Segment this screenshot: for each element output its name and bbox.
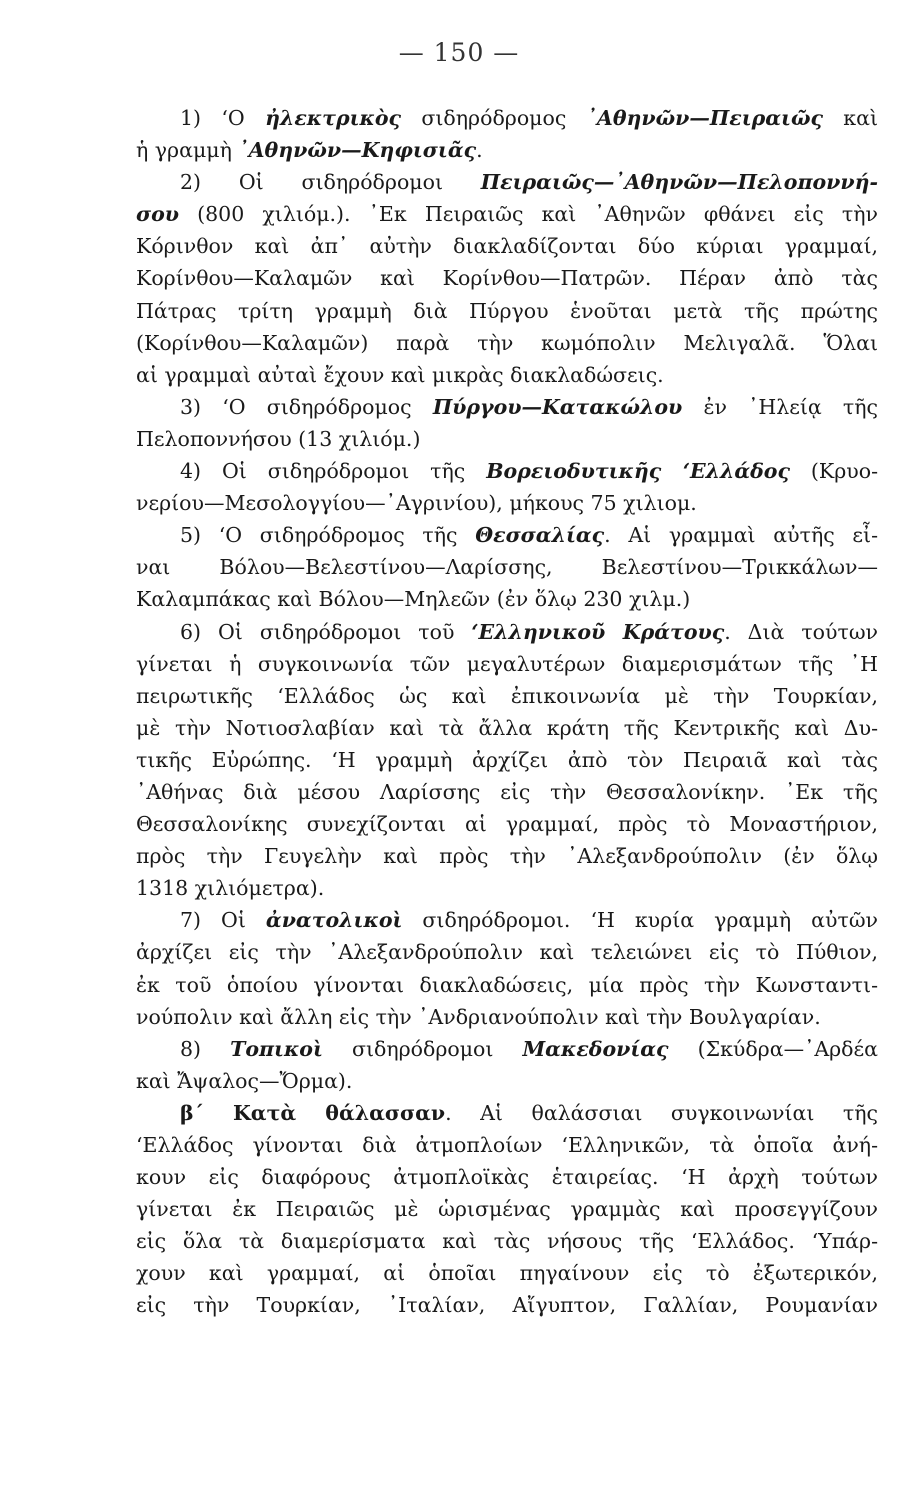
text-line: μὲ τὴν Νοτιοσλαβίαν καὶ τὰ ἄλλα κράτη τῆς Κεντρικῆς καὶ Δυ- xyxy=(136,715,878,740)
text-line: ναι Βόλου—Βελεστίνου—Λαρίσσης, Βελεστίνου—Τρικκάλων— xyxy=(136,555,878,580)
text-line: χουν καὶ γραμμαί, αἱ ὁποῖαι πηγαίνουν εἰς τὸ ἐξωτερικόν, xyxy=(136,1261,878,1286)
text-line: Κορίνθου—Καλαμῶν καὶ Κορίνθου—Πατρῶν. Πέραν ἀπὸ τὰς xyxy=(136,266,878,291)
text-line: ‘Ελλάδος γίνονται διὰ ἀτμοπλοίων ‘Ελληνικῶν, τὰ ὁποῖα ἀνή- xyxy=(136,1133,878,1157)
text-line: β΄ Κατὰ θάλασσαν. Αἱ θαλάσσιαι συγκοινωνίαι τῆς xyxy=(180,1100,878,1125)
text-line: γίνεται ἡ συγκοινωνία τῶν μεγαλυτέρων διαμερισμάτων τῆς ᾿Η xyxy=(136,651,878,676)
text-line: 3) ‘Ο σιδηρόδρομος Πύργου—Κατακώλου ἐν ᾿Ηλείᾳ τῆς xyxy=(180,394,878,419)
text-line: Πελοποννήσου (13 χιλιόμ.) xyxy=(136,426,421,451)
text-line: εἰς τὴν Τουρκίαν, ᾿Ιταλίαν, Αἴγυπτον, Γαλλίαν, Ρουμανίαν xyxy=(136,1293,878,1318)
text-line: ἐκ τοῦ ὁποίου γίνονται διακλαδώσεις, μία πρὸς τὴν Κωνσταντι- xyxy=(136,972,878,997)
text-line: 1318 χιλιόμετρα). xyxy=(136,876,325,901)
text-line: Θεσσαλονίκης συνεχίζονται αἱ γραμμαί, πρὸς τὸ Μοναστήριον, xyxy=(136,812,878,837)
text-line: 1) ‘Ο ἠλεκτρικὸς σιδηρόδρομος ᾿Αθηνῶν—Πειραιῶς καὶ xyxy=(180,106,878,130)
body-text xyxy=(136,102,878,1322)
text-line: Πάτρας τρίτη γραμμὴ διὰ Πύργου ἑνοῦται μετὰ τῆς πρώτης xyxy=(136,298,878,323)
text-line: σου (800 χιλιόμ.). ᾿Εκ Πειραιῶς καὶ ᾿Αθηνῶν φθάνει εἰς τὴν xyxy=(136,202,878,227)
text-line: 7) Οἱ ἀνατολικοὶ σιδηρόδρομοι. ‘Η κυρία γραμμὴ αὐτῶν xyxy=(180,908,878,933)
text-line: 5) ‘Ο σιδηρόδρομος τῆς Θεσσαλίας. Αἱ γραμμαὶ αὐτῆς εἶ- xyxy=(180,523,879,548)
text-line: νούπολιν καὶ ἄλλη εἰς τὴν ᾿Ανδριανούπολιν καὶ τὴν Βουλγαρίαν. xyxy=(136,1004,821,1029)
text-line: πρὸς τὴν Γευγελὴν καὶ πρὸς τὴν ᾿Αλεξανδρούπολιν (ἐν ὅλῳ xyxy=(136,844,878,869)
text-line: Κόρινθον καὶ ἀπ᾿ αὐτὴν διακλαδίζονται δύο κύριαι γραμμαί, xyxy=(136,234,878,259)
page-number: — 150 — xyxy=(398,38,520,67)
text-line: αἱ γραμμαὶ αὐταὶ ἔχουν καὶ μικρὰς διακλαδώσεις. xyxy=(136,362,664,387)
text-line: 2) Οἱ σιδηρόδρομοι Πειραιῶς—᾿Αθηνῶν—Πελοποννή- xyxy=(180,170,878,195)
text-line: 6) Οἱ σιδηρόδρομοι τοῦ ‘Ελληνικοῦ Κράτους. Διὰ τούτων xyxy=(180,619,879,644)
text-line: Καλαμπάκας καὶ Βόλου—Μηλεῶν (ἐν ὅλῳ 230 χιλμ.) xyxy=(136,587,691,612)
text-line: τικῆς Εὐρώπης. ‘Η γραμμὴ ἀρχίζει ἀπὸ τὸν Πειραιᾶ καὶ τὰς xyxy=(136,747,878,772)
text-line: ἀρχίζει εἰς τὴν ᾿Αλεξανδρούπολιν καὶ τελειώνει εἰς τὸ Πύθιον, xyxy=(136,940,878,965)
text-line: γίνεται ἐκ Πειραιῶς μὲ ὡρισμένας γραμμὰς καὶ προσεγγίζουν xyxy=(136,1197,878,1222)
text-line: νερίου—Μεσολογγίου—᾿Αγρινίου), μήκους 75 χιλιομ. xyxy=(136,491,697,516)
text-line: ᾿Αθήνας διὰ μέσου Λαρίσσης εἰς τὴν Θεσσαλονίκην. ᾿Εκ τῆς xyxy=(136,779,878,804)
text-line: ἡ γραμμὴ ᾿Αθηνῶν—Κηφισιᾶς. xyxy=(136,138,483,163)
text-line: καὶ Ἄψαλος—Ὄρμα). xyxy=(136,1068,353,1093)
text-line: κουν εἰς διαφόρους ἀτμοπλοϊκὰς ἑταιρείας. ‘Η ἀρχὴ τούτων xyxy=(136,1165,878,1190)
text-line: 8) Τοπικοὶ σιδηρόδρομοι Μακεδονίας (Σκύδρα—᾿Αρδέα xyxy=(180,1036,878,1061)
text-line: πειρωτικῆς ‘Ελλάδος ὡς καὶ ἐπικοινωνία μὲ τὴν Τουρκίαν, xyxy=(136,683,878,708)
text-line: (Κορίνθου—Καλαμῶν) παρὰ τὴν κωμόπολιν Μελιγαλᾶ. Ὅλαι xyxy=(136,330,878,355)
text-line: εἰς ὅλα τὰ διαμερίσματα καὶ τὰς νήσους τῆς ‘Ελλάδος. ‘Υπάρ- xyxy=(136,1229,878,1254)
text-line: 4) Οἱ σιδηρόδρομοι τῆς Βορειοδυτικῆς ‘Ελλάδος (Κρυο- xyxy=(180,459,878,484)
